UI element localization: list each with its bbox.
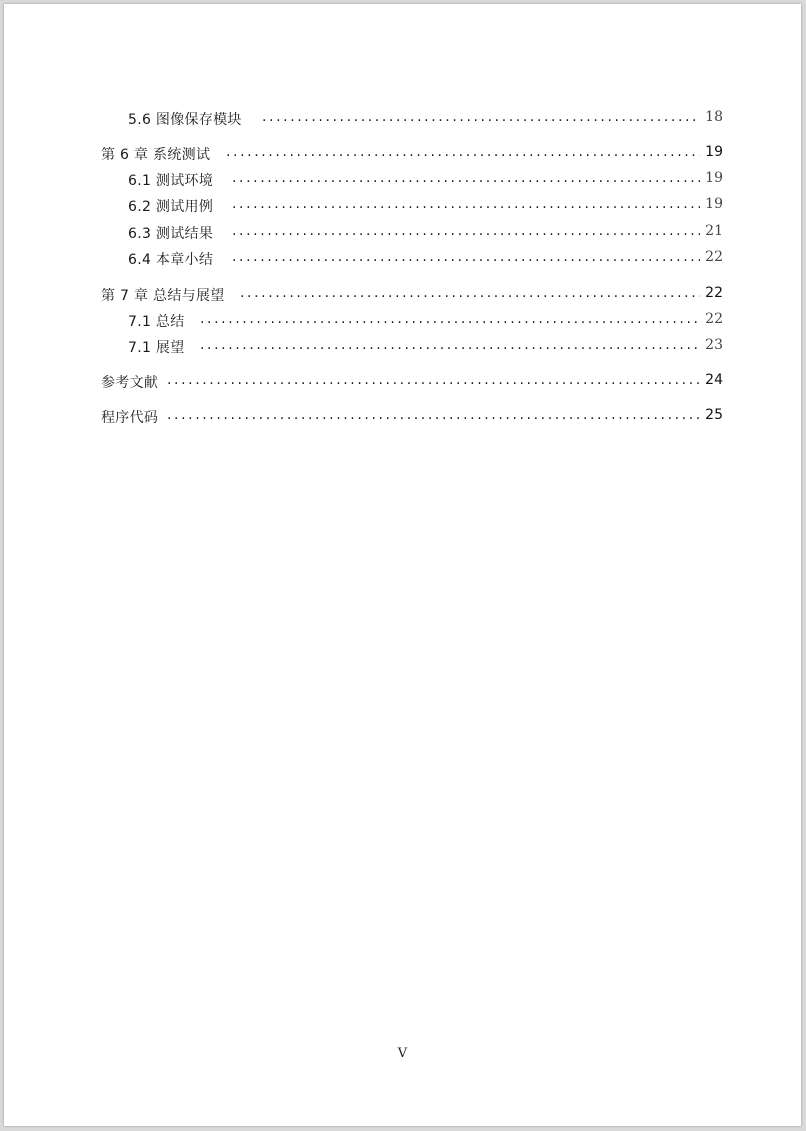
toc-entry-label: 7.1 总结 bbox=[128, 314, 185, 330]
toc-entry-label: 6.2 测试用例 bbox=[128, 199, 214, 215]
page-number-footer: V bbox=[397, 1046, 408, 1061]
toc-leader-dots bbox=[232, 170, 700, 186]
toc-entry-label: 第 7 章 总结与展望 bbox=[101, 288, 225, 304]
toc-entry-label: 第 6 章 系统测试 bbox=[101, 147, 211, 163]
toc-entry-7-1-outlook[interactable] bbox=[4, 337, 801, 357]
toc-entry-6-4[interactable] bbox=[4, 249, 801, 269]
toc-leader-dots bbox=[232, 196, 700, 212]
toc-leader-dots bbox=[240, 285, 700, 301]
toc-entry-page: 19 bbox=[705, 170, 723, 186]
toc-entry-chapter-7[interactable] bbox=[4, 285, 801, 305]
toc-leader-dots bbox=[200, 311, 700, 327]
toc-entry-page: 22 bbox=[705, 285, 723, 301]
toc-leader-dots bbox=[262, 109, 700, 125]
toc-leader-dots bbox=[232, 223, 700, 239]
toc-entry-page: 19 bbox=[705, 196, 723, 212]
toc-leader-dots bbox=[232, 249, 700, 265]
toc-entry-label: 6.3 测试结果 bbox=[128, 226, 214, 242]
toc-entry-source-code[interactable] bbox=[4, 407, 801, 427]
toc-entry-label: 参考文献 bbox=[101, 375, 159, 391]
toc-leader-dots bbox=[226, 144, 700, 160]
toc-entry-label: 6.1 测试环境 bbox=[128, 173, 214, 189]
toc-leader-dots bbox=[167, 407, 700, 423]
toc-entry-page: 22 bbox=[705, 249, 723, 265]
toc-entry-page: 23 bbox=[705, 337, 723, 353]
toc-entry-label: 7.1 展望 bbox=[128, 340, 185, 356]
toc-entry-6-3[interactable] bbox=[4, 223, 801, 243]
toc-entry-chapter-6[interactable] bbox=[4, 144, 801, 164]
toc-entry-page: 21 bbox=[705, 223, 723, 239]
toc-entry-label: 程序代码 bbox=[101, 410, 159, 426]
toc-entry-7-1-summary[interactable] bbox=[4, 311, 801, 331]
toc-entry-references[interactable] bbox=[4, 372, 801, 392]
toc-entry-6-1[interactable] bbox=[4, 170, 801, 190]
toc-entry-page: 19 bbox=[705, 144, 723, 160]
document-page bbox=[4, 4, 801, 1126]
toc-entry-page: 24 bbox=[705, 372, 723, 388]
toc-entry-label: 6.4 本章小结 bbox=[128, 252, 214, 268]
toc-leader-dots bbox=[200, 337, 700, 353]
toc-entry-page: 18 bbox=[705, 109, 723, 125]
toc-entry-label: 5.6 图像保存模块 bbox=[128, 112, 242, 128]
toc-entry-6-2[interactable] bbox=[4, 196, 801, 216]
toc-entry-page: 25 bbox=[705, 407, 723, 423]
toc-entry-5-6[interactable] bbox=[4, 109, 801, 129]
toc-entry-page: 22 bbox=[705, 311, 723, 327]
toc-leader-dots bbox=[167, 372, 700, 388]
